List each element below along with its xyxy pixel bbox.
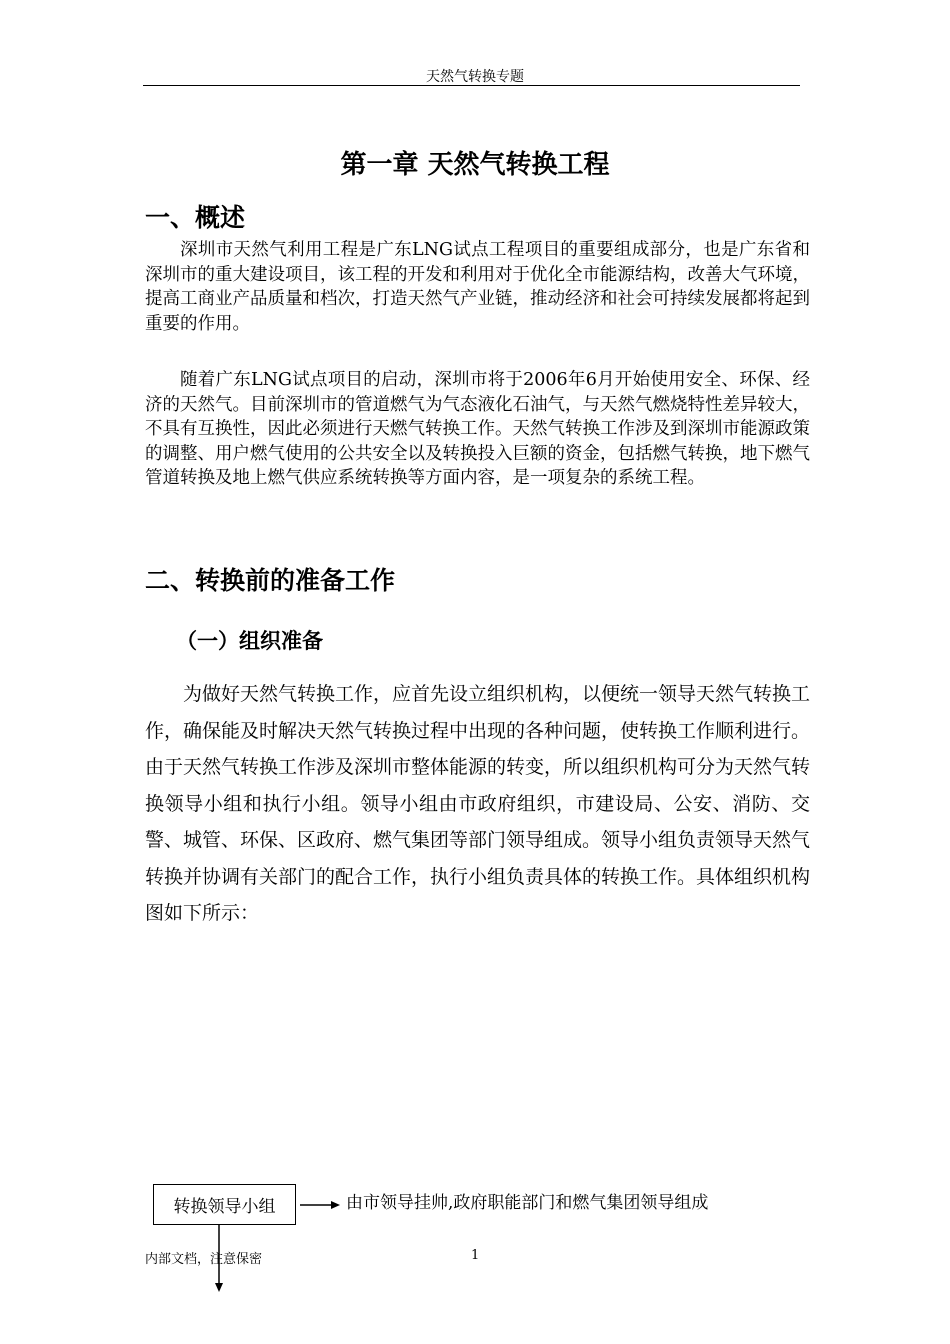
organization-paragraph: 为做好天然气转换工作，应首先设立组织机构，以便统一领导天然气转换工作，确保能及时解决天然气转换过程中出现的各种问题，使转换工作顺利进行。由于天然气转换工作涉及深圳市整体能源的转变，所以组织机构可分为天然气转换领导小组和执行小组。领导小组由市政府组织，市建设局、公安、消防、交警、城管、环保、区政府、燃气集团等部门领导组成。领导小组负责领导天然气转换并协调有关部门的配合工作，执行小组负责具体的转换工作。具体组织机构图如下所示： — [145, 683, 811, 924]
footer-page-number: 1 — [471, 1248, 480, 1263]
right-arrow-icon — [300, 1201, 340, 1209]
section-heading-preparation: 二、转换前的准备工作 — [145, 566, 396, 595]
overview-paragraph-1: 深圳市天然气利用工程是广东LNG试点工程项目的重要组成部分，也是广东省和深圳市的重大建设项目，该工程的开发和利用对于优化全市能源结构，改善大气环境，提高工商业产品质量和档次，打造天然气产业链，推动经济和社会可持续发展都将起到重要的作用。 — [145, 240, 810, 334]
org-chart-box-label: 转换领导小组 — [173, 1197, 276, 1217]
org-chart-note: 由市领导挂帅,政府职能部门和燃气集团领导组成 — [346, 1193, 709, 1213]
overview-paragraph-2: 随着广东LNG试点项目的启动，深圳市将于2006年6月开始使用安全、环保、经济的天然气。目前深圳市的管道燃气为气态液化石油气，与天然气燃烧特性差异较大，不具有互换性，因此必须进行天燃气转换工作。天然气转换工作涉及到深圳市能源政策的调整、用户燃气使用的公共安全以及转换投入巨额的资金，包括燃气转换，地下燃气管道转换及地上燃气供应系统转换等方面内容，是一项复杂的系统工程。 — [145, 370, 810, 488]
subsection-heading-organization: （一）组织准备 — [176, 629, 323, 653]
section-heading-overview: 一、概述 — [145, 203, 246, 232]
chapter-title: 第一章 天然气转换工程 — [340, 150, 610, 180]
footer-confidential-note: 内部文档，注意保密 — [145, 1252, 263, 1267]
page-header-title: 天然气转换专题 — [426, 69, 524, 85]
